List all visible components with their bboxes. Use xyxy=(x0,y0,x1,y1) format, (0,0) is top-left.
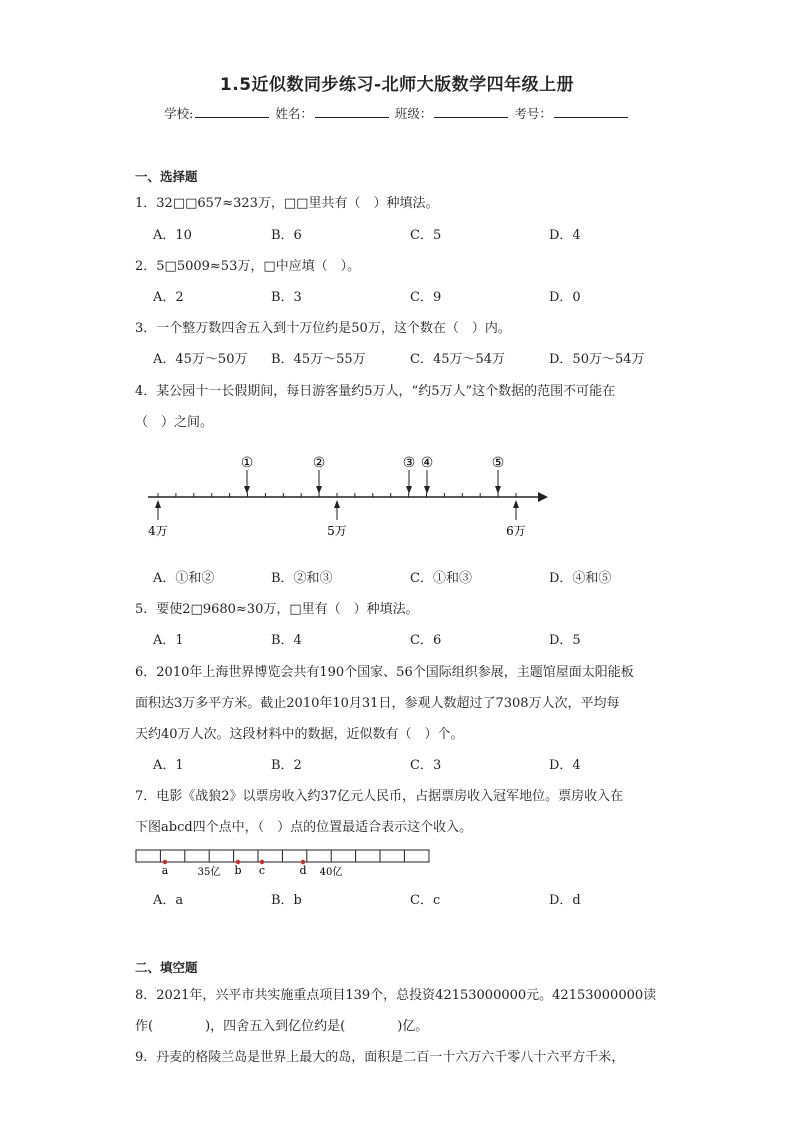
marker-label-4: ④ xyxy=(420,455,434,471)
q4-option-b[interactable]: B．②和③ xyxy=(271,571,333,586)
question-1: 1．32□□657≈323万，□□里共有（ ）种填法。 xyxy=(135,196,439,211)
number-blank[interactable] xyxy=(554,105,628,118)
label-40yi: 40亿 xyxy=(319,867,343,878)
question-7-line-1: 7．电影《战狼2》以票房收入约37亿元人民币，占据票房收入冠军地位。票房收入在 xyxy=(135,789,624,804)
marker-arrow-1 xyxy=(244,470,250,494)
point-b-label: b xyxy=(234,864,242,877)
label-35yi: 35亿 xyxy=(197,867,221,878)
section-heading-choice: 一、选择题 xyxy=(135,169,198,184)
name-blank[interactable] xyxy=(315,105,389,118)
q7-option-a[interactable]: A．a xyxy=(153,893,184,908)
question-3: 3．一个整万数四舍五入到十万位约是50万，这个数在（ ）内。 xyxy=(135,321,511,336)
box-strip-dividers xyxy=(160,850,404,862)
question-9-line-1: 9．丹麦的格陵兰岛是世界上最大的岛，面积是二百一十六万六千零八十六平方千米， xyxy=(135,1050,625,1065)
marker-arrow-3 xyxy=(406,470,412,494)
q6-option-d[interactable]: D．4 xyxy=(549,758,581,773)
q3-option-a[interactable]: A．45万～50万 xyxy=(153,352,248,367)
q7-box-line-figure xyxy=(135,846,435,880)
q4-option-c[interactable]: C．①和③ xyxy=(410,571,472,586)
q2-option-d[interactable]: D．0 xyxy=(549,290,581,305)
school-blank[interactable] xyxy=(195,105,269,118)
question-6-line-2: 面积达3万多平方米。截止2010年10月31日，参观人数超过了7308万人次，平均每 xyxy=(135,696,620,711)
question-8-line-2: 作( )，四舍五入到亿位约是( )亿。 xyxy=(135,1019,429,1034)
q7-option-b[interactable]: B．b xyxy=(271,893,302,908)
page-title: 1.5近似数同步练习-北师大版数学四年级上册 xyxy=(219,75,575,95)
number-label: 考号： xyxy=(514,106,552,121)
q1-option-b[interactable]: B．6 xyxy=(271,228,302,243)
marker-label-5: ⑤ xyxy=(491,455,505,471)
q5-option-d[interactable]: D．5 xyxy=(549,633,581,648)
class-label: 班级： xyxy=(394,106,433,121)
student-info-line xyxy=(0,104,794,122)
q2-option-a[interactable]: A．2 xyxy=(153,290,184,305)
marker-arrow-2 xyxy=(316,470,322,494)
q3-option-c[interactable]: C．45万～54万 xyxy=(410,352,506,367)
q7-option-d[interactable]: D．d xyxy=(549,893,581,908)
q5-option-c[interactable]: C．6 xyxy=(410,633,442,648)
school-label: 学校: xyxy=(164,106,194,121)
q1-option-d[interactable]: D．4 xyxy=(549,228,581,243)
q4-number-line-figure xyxy=(140,450,560,545)
marker-label-3: ③ xyxy=(402,455,416,471)
q6-option-a[interactable]: A．1 xyxy=(153,758,184,773)
section-heading-fill: 二、填空题 xyxy=(135,960,198,975)
axis-arrowhead xyxy=(538,492,548,502)
q2-option-c[interactable]: C．9 xyxy=(410,290,442,305)
q4-option-d[interactable]: D．④和⑤ xyxy=(549,571,612,586)
question-4-line-2: （ ）之间。 xyxy=(135,415,214,430)
q2-option-b[interactable]: B．3 xyxy=(271,290,302,305)
point-c-label: c xyxy=(258,864,266,877)
question-8-line-1: 8．2021年，兴平市共实施重点项目139个，总投资42153000000元。42153000000读 xyxy=(135,988,657,1003)
label-arrow-5wan xyxy=(334,500,340,520)
question-7-line-2: 下图abcd四个点中，（ ）点的位置最适合表示这个收入。 xyxy=(135,820,473,835)
q3-option-d[interactable]: D．50万～54万 xyxy=(549,352,645,367)
q7-option-c[interactable]: C．c xyxy=(410,893,441,908)
point-d-label: d xyxy=(299,864,307,877)
q5-option-a[interactable]: A．1 xyxy=(153,633,184,648)
question-4-line-1: 4．某公园十一长假期间，每日游客量约5万人，“约5万人”这个数据的范围不可能在 xyxy=(135,384,616,399)
marker-label-2: ② xyxy=(312,455,326,471)
q4-option-a[interactable]: A．①和② xyxy=(153,571,215,586)
q5-option-b[interactable]: B．4 xyxy=(271,633,302,648)
label-arrow-4wan xyxy=(155,500,161,520)
q1-option-a[interactable]: A．10 xyxy=(153,228,192,243)
name-label: 姓名： xyxy=(275,106,313,121)
question-6-line-3: 天约40万人次。这段材料中的数据，近似数有（ ）个。 xyxy=(135,727,464,742)
question-2: 2．5□5009≈53万，□中应填（ ）。 xyxy=(135,259,361,274)
q3-option-b[interactable]: B．45万～55万 xyxy=(271,352,366,367)
q6-option-b[interactable]: B．2 xyxy=(271,758,302,773)
marker-label-1: ① xyxy=(240,455,254,471)
axis-label-6wan: 6万 xyxy=(506,524,526,538)
question-6-line-1: 6．2010年上海世界博览会共有190个国家、56个国际组织参展，主题馆屋面太阳能板 xyxy=(135,665,634,680)
class-blank[interactable] xyxy=(434,105,508,118)
marker-arrow-5 xyxy=(495,470,501,494)
question-5: 5．要使2□9680≈30万，□里有（ ）种填法。 xyxy=(135,602,419,617)
axis-label-5wan: 5万 xyxy=(327,524,347,538)
marker-arrow-4 xyxy=(424,470,430,494)
q6-option-c[interactable]: C．3 xyxy=(410,758,442,773)
number-line-ticks xyxy=(158,493,516,497)
label-arrow-6wan xyxy=(513,500,519,520)
point-a-label: a xyxy=(161,864,169,877)
axis-label-4wan: 4万 xyxy=(148,524,168,538)
q1-option-c[interactable]: C．5 xyxy=(410,228,442,243)
